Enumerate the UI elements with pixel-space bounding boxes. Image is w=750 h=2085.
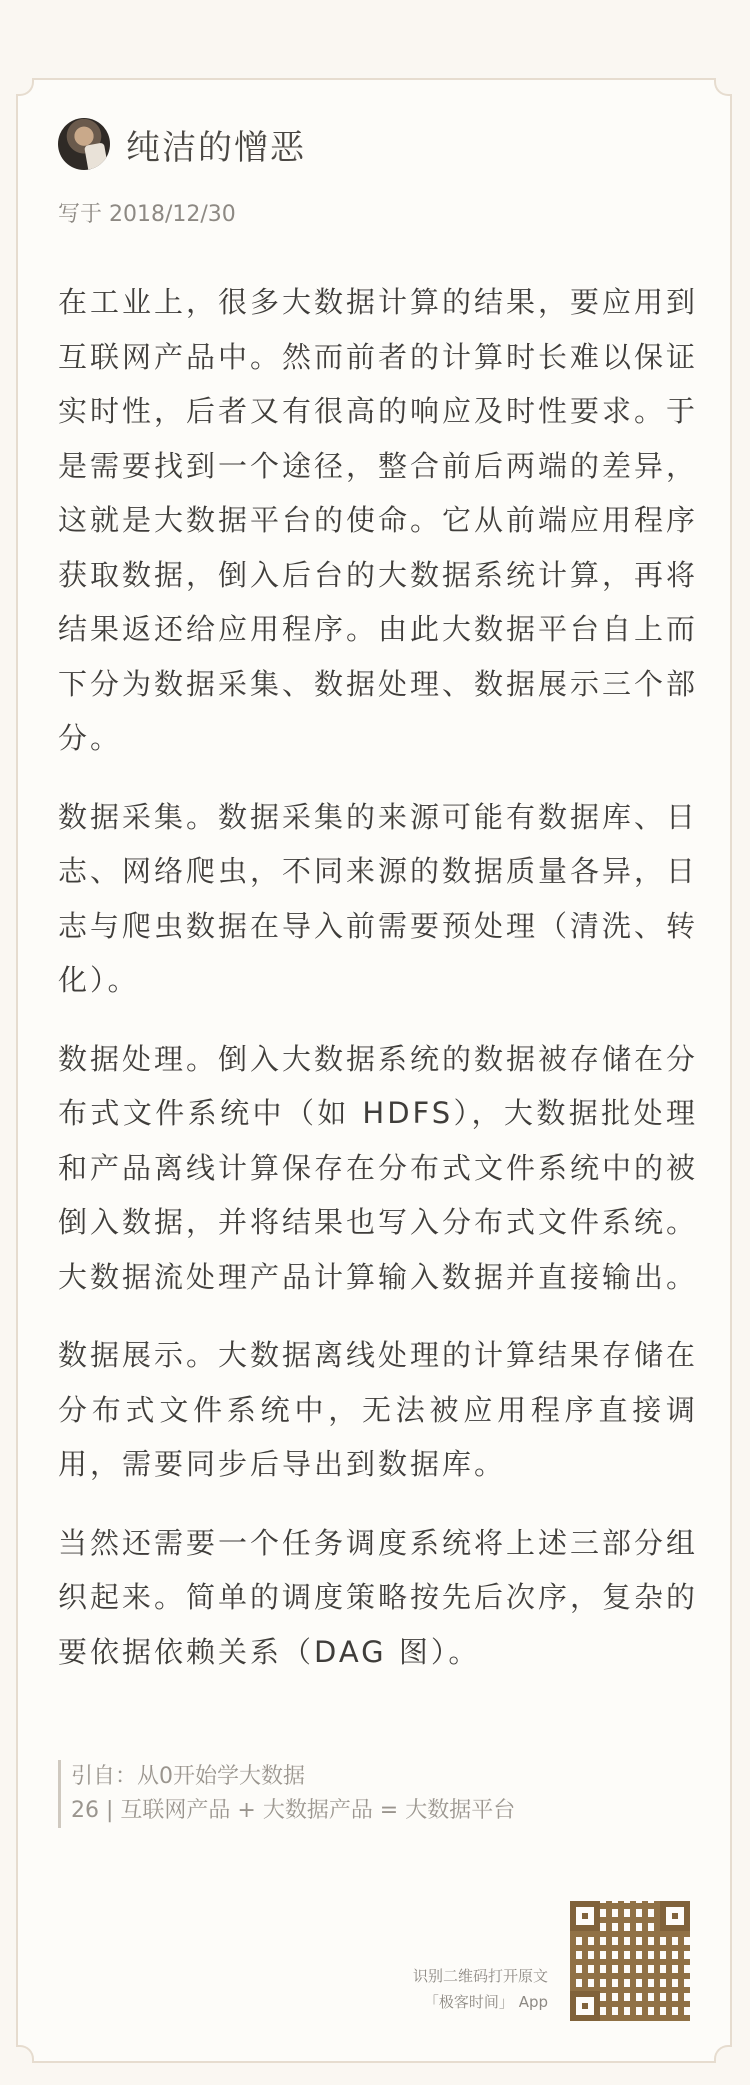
quote-chapter-line: 26 | 互联网产品 + 大数据产品 = 大数据平台 [71, 1798, 516, 1823]
card-corner-decoration [16, 2045, 34, 2063]
qr-finder-pattern [570, 1991, 600, 2021]
card-corner-decoration [714, 78, 732, 96]
qr-finder-pattern [660, 1901, 690, 1931]
app-name: 「极客时间」 App [423, 1993, 548, 2011]
qr-code-icon[interactable] [570, 1901, 690, 2021]
paragraph: 在工业上，很多大数据计算的结果，要应用到互联网产品中。然而前者的计算时长难以保证实时性，后者又有很高的响应及时性要求。于是需要找到一个途径，整合前后两端的差异，这就是大数据平台的使命。它从前端应用程序获取数据，倒入后台的大数据系统计算，再将结果返还给应用程序。由此大数据平台自上而下分为数据采集、数据处理、数据展示三个部分。 [58, 285, 699, 755]
avatar [58, 118, 110, 170]
written-date: 写于 2018/12/30 [58, 202, 236, 227]
note-body [58, 275, 698, 1703]
qr-finder-pattern [570, 1901, 600, 1931]
card-corner-decoration [714, 2045, 732, 2063]
author-name: 纯洁的憎恶 [126, 127, 306, 168]
card-corner-decoration [16, 78, 34, 96]
scan-hint: 识别二维码打开原文 [412, 1967, 548, 1985]
quote-source-line: 引自：从0开始学大数据 [71, 1764, 305, 1789]
author-header [58, 118, 306, 170]
quote-source [58, 1760, 515, 1828]
paragraph: 当然还需要一个任务调度系统将上述三部分组织起来。简单的调度策略按先后次序，复杂的要依据依赖关系（DAG 图）。 [58, 1525, 699, 1669]
paragraph: 数据处理。倒入大数据系统的数据被存储在分布式文件系统中（如 HDFS），大数据批处理和产品离线计算保存在分布式文件系统中的被倒入数据，并将结果也写入分布式文件系统。大数据流处理产品计算输入数据并直接输出。 [58, 1041, 699, 1294]
paragraph: 数据采集。数据采集的来源可能有数据库、日志、网络爬虫，不同来源的数据质量各异，日志与爬虫数据在导入前需要预处理（清洗、转化）。 [58, 799, 699, 997]
footer-text [413, 1963, 548, 2015]
paragraph: 数据展示。大数据离线处理的计算结果存储在分布式文件系统中，无法被应用程序直接调用，需要同步后导出到数据库。 [58, 1338, 699, 1481]
note-card [16, 78, 732, 2063]
footer [413, 1901, 690, 2021]
